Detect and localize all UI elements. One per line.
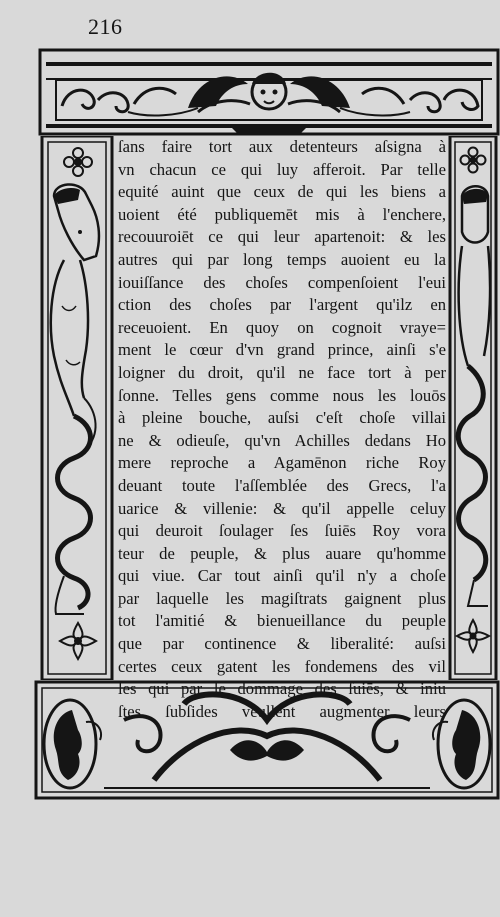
text-line: teur de peuple, & plus auare qu'homme (118, 543, 446, 563)
text-line: qui deuroit ſoulager ſes ſuiēs Roy vora (118, 521, 446, 541)
bottom-woodcut-border (34, 680, 500, 800)
text-line: tot l'amitié & bienueillance du peuple (118, 611, 446, 631)
text-line: uarice & villenie: & qu'il appelle celuy (118, 498, 446, 518)
bottom-border-ornament (34, 680, 500, 800)
text-line: ſtes ſubſides veullent augmenter leurs (118, 701, 446, 721)
text-line: mere reproche a Agamēnon riche Roy (118, 453, 446, 473)
text-line: ction des choſes par l'argent qu'ilz en (118, 295, 446, 315)
left-border-figure (40, 136, 114, 680)
text-line: receuoient. En quoy on cognoit vraye= (118, 317, 446, 337)
text-line: iouiſſance des choſes compenſoient l'eui (118, 272, 446, 292)
text-line: que par continence & liberalité: auſsi (118, 634, 446, 654)
text-line: vn chacun ce qui luy afferoit. Par telle (118, 159, 446, 179)
text-line: autres qui par long temps auoient eu la (118, 249, 446, 269)
top-border-ornament (38, 48, 500, 136)
right-woodcut-border (448, 136, 500, 680)
text-line: ſans faire tort aux detenteurs aſsigna à (118, 137, 446, 156)
text-line: qui viue. Car tout ainſi qu'il n'y a choſe (118, 566, 446, 586)
text-line: ſonne. Telles gens comme nous les louōs (118, 385, 446, 405)
text-line: certes ceux gatent les fondemens des vil (118, 656, 446, 676)
left-woodcut-border (40, 136, 114, 680)
text-line: recouuroiēt ce qui leur apartenoit: & les (118, 227, 446, 247)
text-line: ment le cœur d'vn grand prince, ainſi s'e (118, 340, 446, 360)
page-number: 216 (88, 14, 123, 39)
text-line: uoient été publiquemēt mis à l'enchere, (118, 204, 446, 224)
text-line: par laquelle les magiſtrats gaignent plus (118, 588, 446, 608)
right-border-figure (448, 136, 500, 680)
text-line: à pleine bouche, auſsi c'eſt choſe villai (118, 408, 446, 428)
text-line: les qui par le dommage des ſuiēs, & iniu (118, 679, 446, 699)
text-line: loigner du droit, qu'il ne face tort à per (118, 362, 446, 382)
text-line: deuant toute l'aſſemblée des Grecs, l'a (118, 475, 446, 495)
body-text (118, 136, 446, 723)
top-woodcut-border (38, 48, 500, 136)
text-line: ne & odieuſe, qu'vn Achilles dedans Ho (118, 430, 446, 450)
text-line: equité auint que ceux de qui les biens a (118, 182, 446, 202)
